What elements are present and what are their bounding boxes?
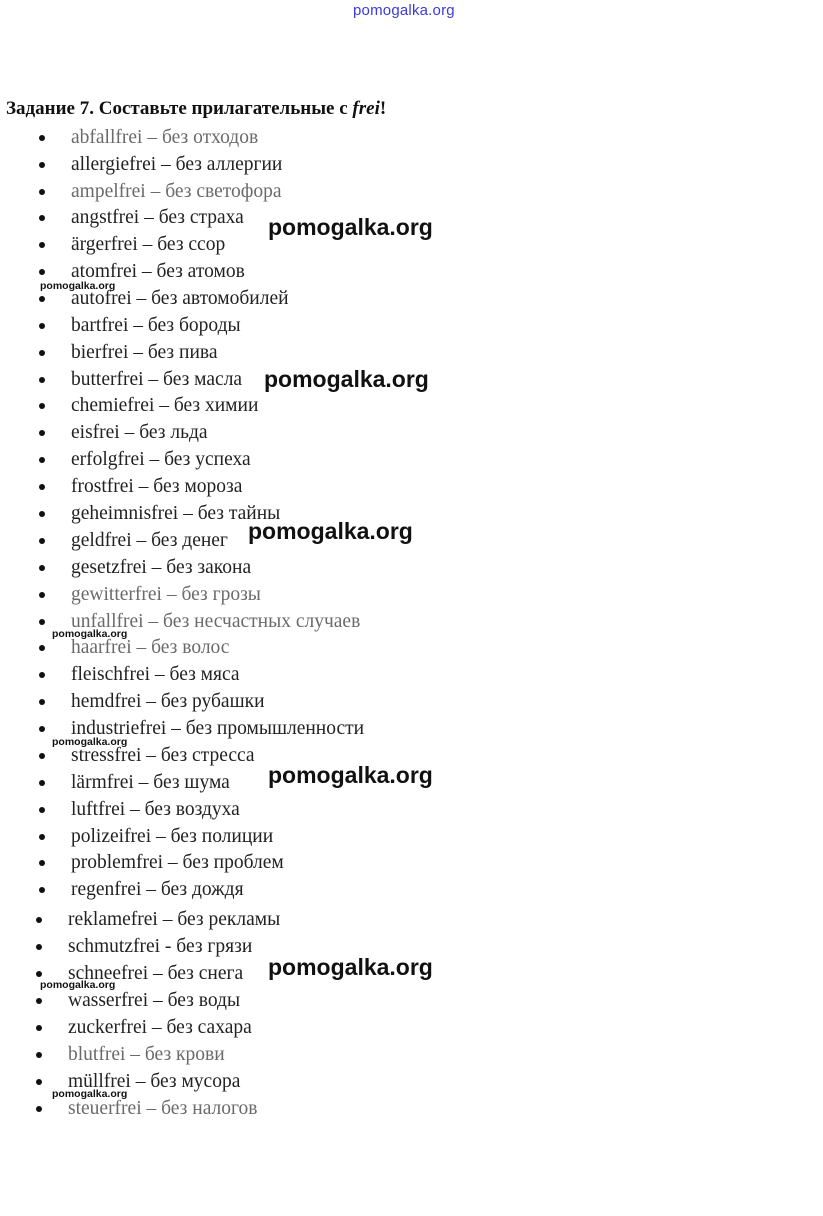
bullet-icon [39, 619, 45, 625]
watermark-large: pomogalka.org [264, 366, 429, 392]
watermark-large: pomogalka.org [268, 954, 433, 980]
task-title-prefix: Задание 7. Составьте прилагательные с [6, 98, 353, 119]
bullet-icon [39, 350, 45, 356]
task-title [6, 98, 386, 120]
bullet-icon [39, 135, 45, 141]
bullet-icon [39, 323, 45, 329]
bullet-icon [39, 377, 45, 383]
bullet-icon [39, 887, 45, 893]
bullet-icon [39, 511, 45, 517]
bullet-icon [39, 162, 45, 168]
watermark-large: pomogalka.org [268, 762, 433, 788]
bullet-icon [39, 645, 45, 651]
bullet-icon [36, 1106, 42, 1112]
bullet-icon [39, 780, 45, 786]
bullet-icon [39, 592, 45, 598]
task-title-emphasis: frei [352, 98, 380, 119]
bullet-icon [39, 430, 45, 436]
watermark-small: pomogalka.org [52, 1088, 128, 1100]
bullet-icon [39, 834, 45, 840]
watermark-large: pomogalka.org [248, 518, 413, 544]
bullet-icon [39, 457, 45, 463]
bullet-icon [39, 189, 45, 195]
bullet-icon [39, 215, 45, 221]
watermark-small: pomogalka.org [52, 736, 128, 748]
bullet-icon [39, 672, 45, 678]
bullet-icon [39, 699, 45, 705]
site-watermark-top: pomogalka.org [353, 2, 455, 19]
bullet-icon [39, 807, 45, 813]
bullet-icon [36, 971, 42, 977]
bullet-icon [39, 296, 45, 302]
bullet-icon [36, 998, 42, 1004]
bullet-icon [36, 1025, 42, 1031]
bullet-icon [39, 484, 45, 490]
bullet-icon [39, 269, 45, 275]
bullet-icon [36, 1079, 42, 1085]
bullet-icon [39, 403, 45, 409]
bullet-icon [39, 242, 45, 248]
bullet-icon [39, 753, 45, 759]
bullet-icon [36, 944, 42, 950]
watermark-small: pomogalka.org [40, 280, 116, 292]
bullet-icon [36, 917, 42, 923]
task-title-suffix: ! [379, 98, 387, 119]
watermark-small: pomogalka.org [52, 628, 128, 640]
watermark-large: pomogalka.org [268, 214, 433, 240]
watermark-small: pomogalka.org [40, 979, 116, 991]
bullet-icon [39, 538, 45, 544]
bullet-icon [39, 860, 45, 866]
bullet-icon [39, 726, 45, 732]
bullet-icon [36, 1052, 42, 1058]
bullet-icon [39, 565, 45, 571]
